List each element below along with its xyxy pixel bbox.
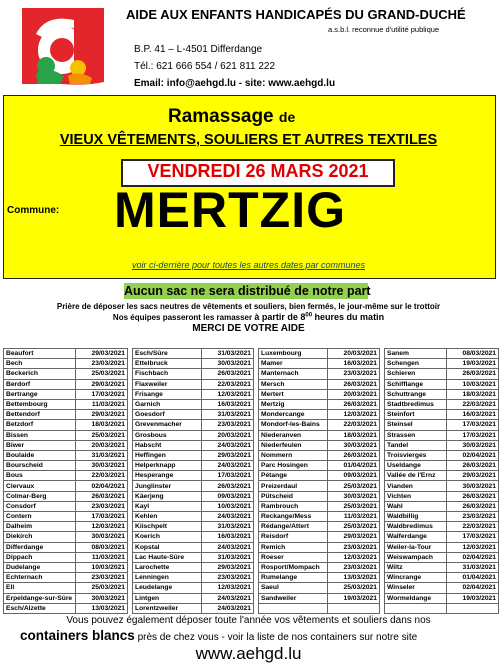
date-cell: 16/03/2021	[447, 410, 499, 420]
date-cell: 23/03/2021	[328, 562, 380, 572]
date-cell: 12/03/2021	[328, 410, 380, 420]
date-cell: 02/04/2021	[447, 552, 499, 562]
date-cell: 08/03/2021	[447, 349, 499, 359]
date-cell: 30/03/2021	[328, 440, 380, 450]
commune-cell: Goesdorf	[133, 410, 202, 420]
date-cell: 25/03/2021	[328, 501, 380, 511]
commune-cell: Schengen	[385, 359, 447, 369]
date-cell: 12/03/2021	[76, 522, 128, 532]
date-cell: 26/03/2021	[447, 501, 499, 511]
commune-cell: Junglinster	[133, 481, 202, 491]
instructions-line: Prière de déposer les sacs neutres de vêtements et souliers, bien fermés, le jour-même sur le trottoir	[56, 302, 441, 311]
commune-cell: Echternach	[4, 573, 76, 583]
commune-cell: Colmar-Berg	[4, 491, 76, 501]
de-word: de	[278, 109, 296, 125]
commune-cell: Berdorf	[4, 379, 76, 389]
date-cell: 24/03/2021	[202, 440, 254, 450]
date-cell: 17/03/2021	[76, 512, 128, 522]
date-cell: 11/03/2021	[328, 512, 380, 522]
date-cell: 16/03/2021	[202, 399, 254, 409]
date-cell: 30/03/2021	[76, 593, 128, 603]
date-cell: 17/03/2021	[447, 430, 499, 440]
organization-logo	[16, 4, 110, 88]
no-bag-notice: Aucun sac ne sera distribué de notre part	[124, 284, 371, 298]
commune-cell: Pétange	[259, 471, 328, 481]
table-row	[4, 562, 499, 572]
commune-cell: Hesperange	[133, 471, 202, 481]
containers-line	[20, 628, 417, 643]
commune-cell: Differdange	[4, 542, 76, 552]
commune-cell: Roeser	[259, 552, 328, 562]
commune-cell: Betzdorf	[4, 420, 76, 430]
commune-cell: Schifflange	[385, 379, 447, 389]
commune-label: Commune:	[7, 205, 60, 216]
commune-cell: Lenningen	[133, 573, 202, 583]
commune-cell: Wormeldange	[385, 593, 447, 603]
commune-cell: Larochette	[133, 562, 202, 572]
collection-date: VENDREDI 26 MARS 2021	[147, 161, 369, 181]
commune-cell: Bertrange	[4, 389, 76, 399]
date-cell: 31/03/2021	[76, 450, 128, 460]
table-row	[4, 389, 499, 399]
commune-cell: Lintgen	[133, 593, 202, 603]
date-cell: 17/03/2021	[447, 532, 499, 542]
commune-cell: Koerich	[133, 532, 202, 542]
date-cell: 26/03/2021	[328, 399, 380, 409]
date-cell: 30/03/2021	[328, 491, 380, 501]
containers-text: Vous pouvez également déposer toute l'année vos vêtements et souliers dans nos	[66, 615, 431, 626]
table-row	[4, 420, 499, 430]
date-cell: 11/03/2021	[76, 399, 128, 409]
containers-blancs: containers blancs	[20, 628, 135, 643]
pickup-time-end: heures du matin	[312, 312, 385, 322]
table-row	[4, 532, 499, 542]
date-cell: 23/03/2021	[76, 501, 128, 511]
commune-cell: Schuttrange	[385, 389, 447, 399]
commune-cell: Useldange	[385, 461, 447, 471]
commune-cell: Dudelange	[4, 562, 76, 572]
date-cell: 09/03/2021	[202, 491, 254, 501]
commune-cell: Ell	[4, 583, 76, 593]
date-cell: 25/03/2021	[328, 481, 380, 491]
date-cell: 30/03/2021	[76, 532, 128, 542]
date-cell: 31/03/2021	[447, 562, 499, 572]
commune-name: MERTZIG	[114, 182, 346, 238]
table-row	[4, 349, 499, 359]
date-cell: 25/03/2021	[76, 430, 128, 440]
date-cell: 24/03/2021	[202, 461, 254, 471]
commune-cell: Reckange/Mess	[259, 512, 328, 522]
commune-cell: Nommern	[259, 450, 328, 460]
commune-cell: Bissen	[4, 430, 76, 440]
date-cell: 26/03/2021	[447, 369, 499, 379]
date-cell: 23/03/2021	[447, 512, 499, 522]
commune-cell: Walferdange	[385, 532, 447, 542]
date-cell: 24/03/2021	[202, 512, 254, 522]
commune-cell: Kiischpelt	[133, 522, 202, 532]
logo-graphic	[16, 4, 110, 88]
commune-cell: Bourscheid	[4, 461, 76, 471]
commune-cell: Flaxweiler	[133, 379, 202, 389]
table-row	[4, 603, 499, 613]
date-cell: 26/03/2021	[328, 450, 380, 460]
table-row	[4, 501, 499, 511]
commune-cell: Contern	[4, 512, 76, 522]
commune-cell: Saeul	[259, 583, 328, 593]
date-cell: 26/03/2021	[328, 379, 380, 389]
commune-cell: Preizerdaul	[259, 481, 328, 491]
date-cell: 10/03/2021	[76, 562, 128, 572]
commune-cell: Manternach	[259, 369, 328, 379]
date-cell: 29/03/2021	[328, 532, 380, 542]
commune-cell: Consdorf	[4, 501, 76, 511]
date-cell: 29/03/2021	[76, 379, 128, 389]
commune-cell: Schieren	[385, 369, 447, 379]
phone-numbers: Tél.: 621 666 554 / 621 811 222	[134, 61, 276, 72]
table-row	[4, 481, 499, 491]
table-row	[4, 593, 499, 603]
commune-cell	[259, 603, 328, 613]
banner-title	[168, 106, 295, 128]
commune-cell: Parc Hosingen	[259, 461, 328, 471]
date-cell: 25/03/2021	[328, 583, 380, 593]
date-cell: 30/03/2021	[202, 359, 254, 369]
date-cell: 23/03/2021	[76, 573, 128, 583]
table-row	[4, 583, 499, 593]
table-row	[4, 512, 499, 522]
table-row	[4, 522, 499, 532]
commune-cell: Mersch	[259, 379, 328, 389]
date-cell: 19/03/2021	[328, 593, 380, 603]
date-cell: 02/04/2021	[447, 583, 499, 593]
commune-cell: Troisvierges	[385, 450, 447, 460]
date-cell: 30/03/2021	[447, 440, 499, 450]
commune-cell: Waldbillig	[385, 512, 447, 522]
date-cell: 26/03/2021	[76, 491, 128, 501]
date-cell: 17/03/2021	[202, 471, 254, 481]
commune-cell: Weiswampach	[385, 552, 447, 562]
commune-cell: Stadtbredimus	[385, 399, 447, 409]
date-cell: 23/03/2021	[328, 542, 380, 552]
commune-cell: Winseler	[385, 583, 447, 593]
commune-cell: Steinfort	[385, 410, 447, 420]
commune-cell: Clervaux	[4, 481, 76, 491]
date-cell: 12/03/2021	[328, 552, 380, 562]
commune-cell: Vallée de l'Ernz	[385, 471, 447, 481]
commune-cell: Esch/Sûre	[133, 349, 202, 359]
date-cell: 23/03/2021	[328, 369, 380, 379]
commune-cell: Wahl	[385, 501, 447, 511]
table-row	[4, 573, 499, 583]
commune-cell: Mondorf-les-Bains	[259, 420, 328, 430]
date-cell: 29/03/2021	[447, 471, 499, 481]
organization-name: AIDE AUX ENFANTS HANDICAPÉS DU GRAND-DUCHÉ	[126, 7, 466, 22]
commune-cell: Vianden	[385, 481, 447, 491]
commune-cell: Rosport/Mompach	[259, 562, 328, 572]
date-cell: 08/03/2021	[76, 542, 128, 552]
date-cell	[328, 603, 380, 613]
website-link[interactable]: www.aehgd.lu	[195, 644, 302, 663]
date-cell: 29/03/2021	[202, 450, 254, 460]
organization-status: a.s.b.l. reconnue d'utilité publique	[328, 25, 440, 34]
commune-cell: Grevenmacher	[133, 420, 202, 430]
table-row	[4, 399, 499, 409]
table-row	[4, 450, 499, 460]
date-cell: 09/03/2021	[328, 471, 380, 481]
date-cell: 02/04/2021	[76, 481, 128, 491]
date-cell: 18/03/2021	[328, 430, 380, 440]
table-row	[4, 471, 499, 481]
date-cell: 12/03/2021	[202, 583, 254, 593]
date-cell: 10/03/2021	[202, 501, 254, 511]
date-cell: 16/03/2021	[328, 359, 380, 369]
commune-cell: Rédange/Attert	[259, 522, 328, 532]
date-cell: 16/03/2021	[202, 532, 254, 542]
table-row	[4, 542, 499, 552]
date-cell: 24/03/2021	[202, 593, 254, 603]
commune-cell: Reisdorf	[259, 532, 328, 542]
commune-cell: Erpeldange-sur-Sûre	[4, 593, 76, 603]
date-cell: 22/03/2021	[447, 522, 499, 532]
commune-cell: Heffingen	[133, 450, 202, 460]
commune-cell: Boulaide	[4, 450, 76, 460]
commune-cell: Vichten	[385, 491, 447, 501]
postal-address: B.P. 41 – L-4501 Differdange	[134, 44, 263, 55]
commune-cell: Sandweiler	[259, 593, 328, 603]
date-cell: 22/03/2021	[447, 399, 499, 409]
date-cell: 01/04/2021	[328, 461, 380, 471]
commune-cell: Remich	[259, 542, 328, 552]
pickup-time-minutes: 00	[305, 312, 313, 319]
commune-cell: Lorentzweiler	[133, 603, 202, 613]
schedule-table	[3, 348, 499, 614]
pickup-time-text: Nos équipes passeront les ramasser	[112, 313, 255, 322]
date-cell: 13/03/2021	[76, 603, 128, 613]
commune-cell: Sanem	[385, 349, 447, 359]
date-cell: 23/03/2021	[76, 359, 128, 369]
commune-cell: Bettendorf	[4, 410, 76, 420]
ramassage-word: Ramassage	[168, 106, 274, 127]
date-cell: 13/03/2021	[328, 573, 380, 583]
commune-cell: Kayl	[133, 501, 202, 511]
table-row	[4, 461, 499, 471]
date-cell: 20/03/2021	[202, 430, 254, 440]
date-cell: 26/03/2021	[447, 491, 499, 501]
date-cell: 18/03/2021	[76, 420, 128, 430]
commune-cell: Mertzig	[259, 399, 328, 409]
date-cell: 30/03/2021	[447, 481, 499, 491]
date-cell: 23/03/2021	[202, 420, 254, 430]
date-cell: 26/03/2021	[202, 369, 254, 379]
commune-cell: Lac Haute-Sûre	[133, 552, 202, 562]
table-row	[4, 430, 499, 440]
date-cell: 29/03/2021	[202, 562, 254, 572]
date-cell: 12/03/2021	[202, 389, 254, 399]
commune-cell: Luxembourg	[259, 349, 328, 359]
date-cell: 23/03/2021	[202, 573, 254, 583]
commune-cell: Dippach	[4, 552, 76, 562]
date-cell: 20/03/2021	[76, 440, 128, 450]
commune-cell: Tandel	[385, 440, 447, 450]
date-cell: 22/03/2021	[76, 471, 128, 481]
commune-cell: Rumelange	[259, 573, 328, 583]
date-cell: 29/03/2021	[76, 410, 128, 420]
date-cell: 20/03/2021	[328, 349, 380, 359]
date-cell: 22/03/2021	[328, 420, 380, 430]
date-cell: 01/04/2021	[447, 573, 499, 583]
commune-cell: Esch/Alzette	[4, 603, 76, 613]
date-cell	[447, 603, 499, 613]
date-cell: 26/03/2021	[202, 481, 254, 491]
date-cell: 19/03/2021	[447, 359, 499, 369]
date-cell: 25/03/2021	[328, 522, 380, 532]
banner-subtitle: VIEUX VÊTEMENTS, SOULIERS ET AUTRES TEXTILES	[59, 132, 438, 148]
commune-cell: Beaufort	[4, 349, 76, 359]
commune-cell: Helperknapp	[133, 461, 202, 471]
date-cell: 24/03/2021	[202, 603, 254, 613]
commune-cell: Mertert	[259, 389, 328, 399]
date-cell: 25/03/2021	[76, 583, 128, 593]
table-row	[4, 552, 499, 562]
date-cell: 31/03/2021	[202, 410, 254, 420]
commune-cell: Wiltz	[385, 562, 447, 572]
commune-cell: Weiler-la-Tour	[385, 542, 447, 552]
commune-cell: Wincrange	[385, 573, 447, 583]
date-cell: 30/03/2021	[76, 461, 128, 471]
commune-cell: Niederfeulen	[259, 440, 328, 450]
date-cell: 31/03/2021	[202, 349, 254, 359]
commune-cell: Diekirch	[4, 532, 76, 542]
commune-cell: Mondercange	[259, 410, 328, 420]
table-row	[4, 369, 499, 379]
date-cell: 18/03/2021	[447, 389, 499, 399]
date-cell: 26/03/2021	[447, 461, 499, 471]
date-cell: 31/03/2021	[202, 552, 254, 562]
commune-cell: Kopstal	[133, 542, 202, 552]
table-row	[4, 379, 499, 389]
commune-cell: Ettelbruck	[133, 359, 202, 369]
commune-cell: Habscht	[133, 440, 202, 450]
containers-rest: près de chez vous - voir la liste de nos containers sur notre site	[134, 632, 418, 643]
date-cell: 11/03/2021	[76, 552, 128, 562]
date-cell: 24/03/2021	[202, 542, 254, 552]
date-cell: 19/03/2021	[447, 593, 499, 603]
date-cell: 20/03/2021	[328, 389, 380, 399]
commune-cell: Garnich	[133, 399, 202, 409]
pickup-time-line	[0, 312, 497, 322]
date-cell: 10/03/2021	[447, 379, 499, 389]
commune-cell: Mamer	[259, 359, 328, 369]
commune-cell: Rambrouch	[259, 501, 328, 511]
other-dates-note: voir ci-derrière pour toutes les autres dates par communes	[131, 260, 366, 270]
table-row	[4, 359, 499, 369]
commune-cell: Bettembourg	[4, 399, 76, 409]
table-row	[4, 440, 499, 450]
commune-cell: Fischbach	[133, 369, 202, 379]
commune-cell: Pütscheid	[259, 491, 328, 501]
commune-cell: Grosbous	[133, 430, 202, 440]
table-row	[4, 491, 499, 501]
commune-cell: Leudelange	[133, 583, 202, 593]
commune-cell: Niederanven	[259, 430, 328, 440]
date-cell: 17/03/2021	[76, 389, 128, 399]
date-cell: 12/03/2021	[447, 542, 499, 552]
commune-cell: Strassen	[385, 430, 447, 440]
commune-cell: Beckerich	[4, 369, 76, 379]
date-cell: 29/03/2021	[76, 349, 128, 359]
table-row	[4, 410, 499, 420]
date-cell: 22/03/2021	[202, 379, 254, 389]
commune-cell: Steinsel	[385, 420, 447, 430]
pickup-time-start: à partir de 8	[254, 312, 306, 322]
commune-cell: Frisange	[133, 389, 202, 399]
thank-you-text: MERCI DE VOTRE AIDE	[192, 323, 305, 334]
commune-cell: Bous	[4, 471, 76, 481]
commune-cell: Bech	[4, 359, 76, 369]
commune-cell: Waldbredimus	[385, 522, 447, 532]
date-cell: 31/03/2021	[202, 522, 254, 532]
date-cell: 17/03/2021	[447, 420, 499, 430]
date-cell: 25/03/2021	[76, 369, 128, 379]
commune-cell: Kehlen	[133, 512, 202, 522]
commune-cell: Käerjeng	[133, 491, 202, 501]
commune-cell	[385, 603, 447, 613]
date-cell: 02/04/2021	[447, 450, 499, 460]
commune-cell: Biwer	[4, 440, 76, 450]
commune-cell: Dalheim	[4, 522, 76, 532]
email-and-site: Email: info@aehgd.lu - site: www.aehgd.lu	[134, 78, 336, 89]
